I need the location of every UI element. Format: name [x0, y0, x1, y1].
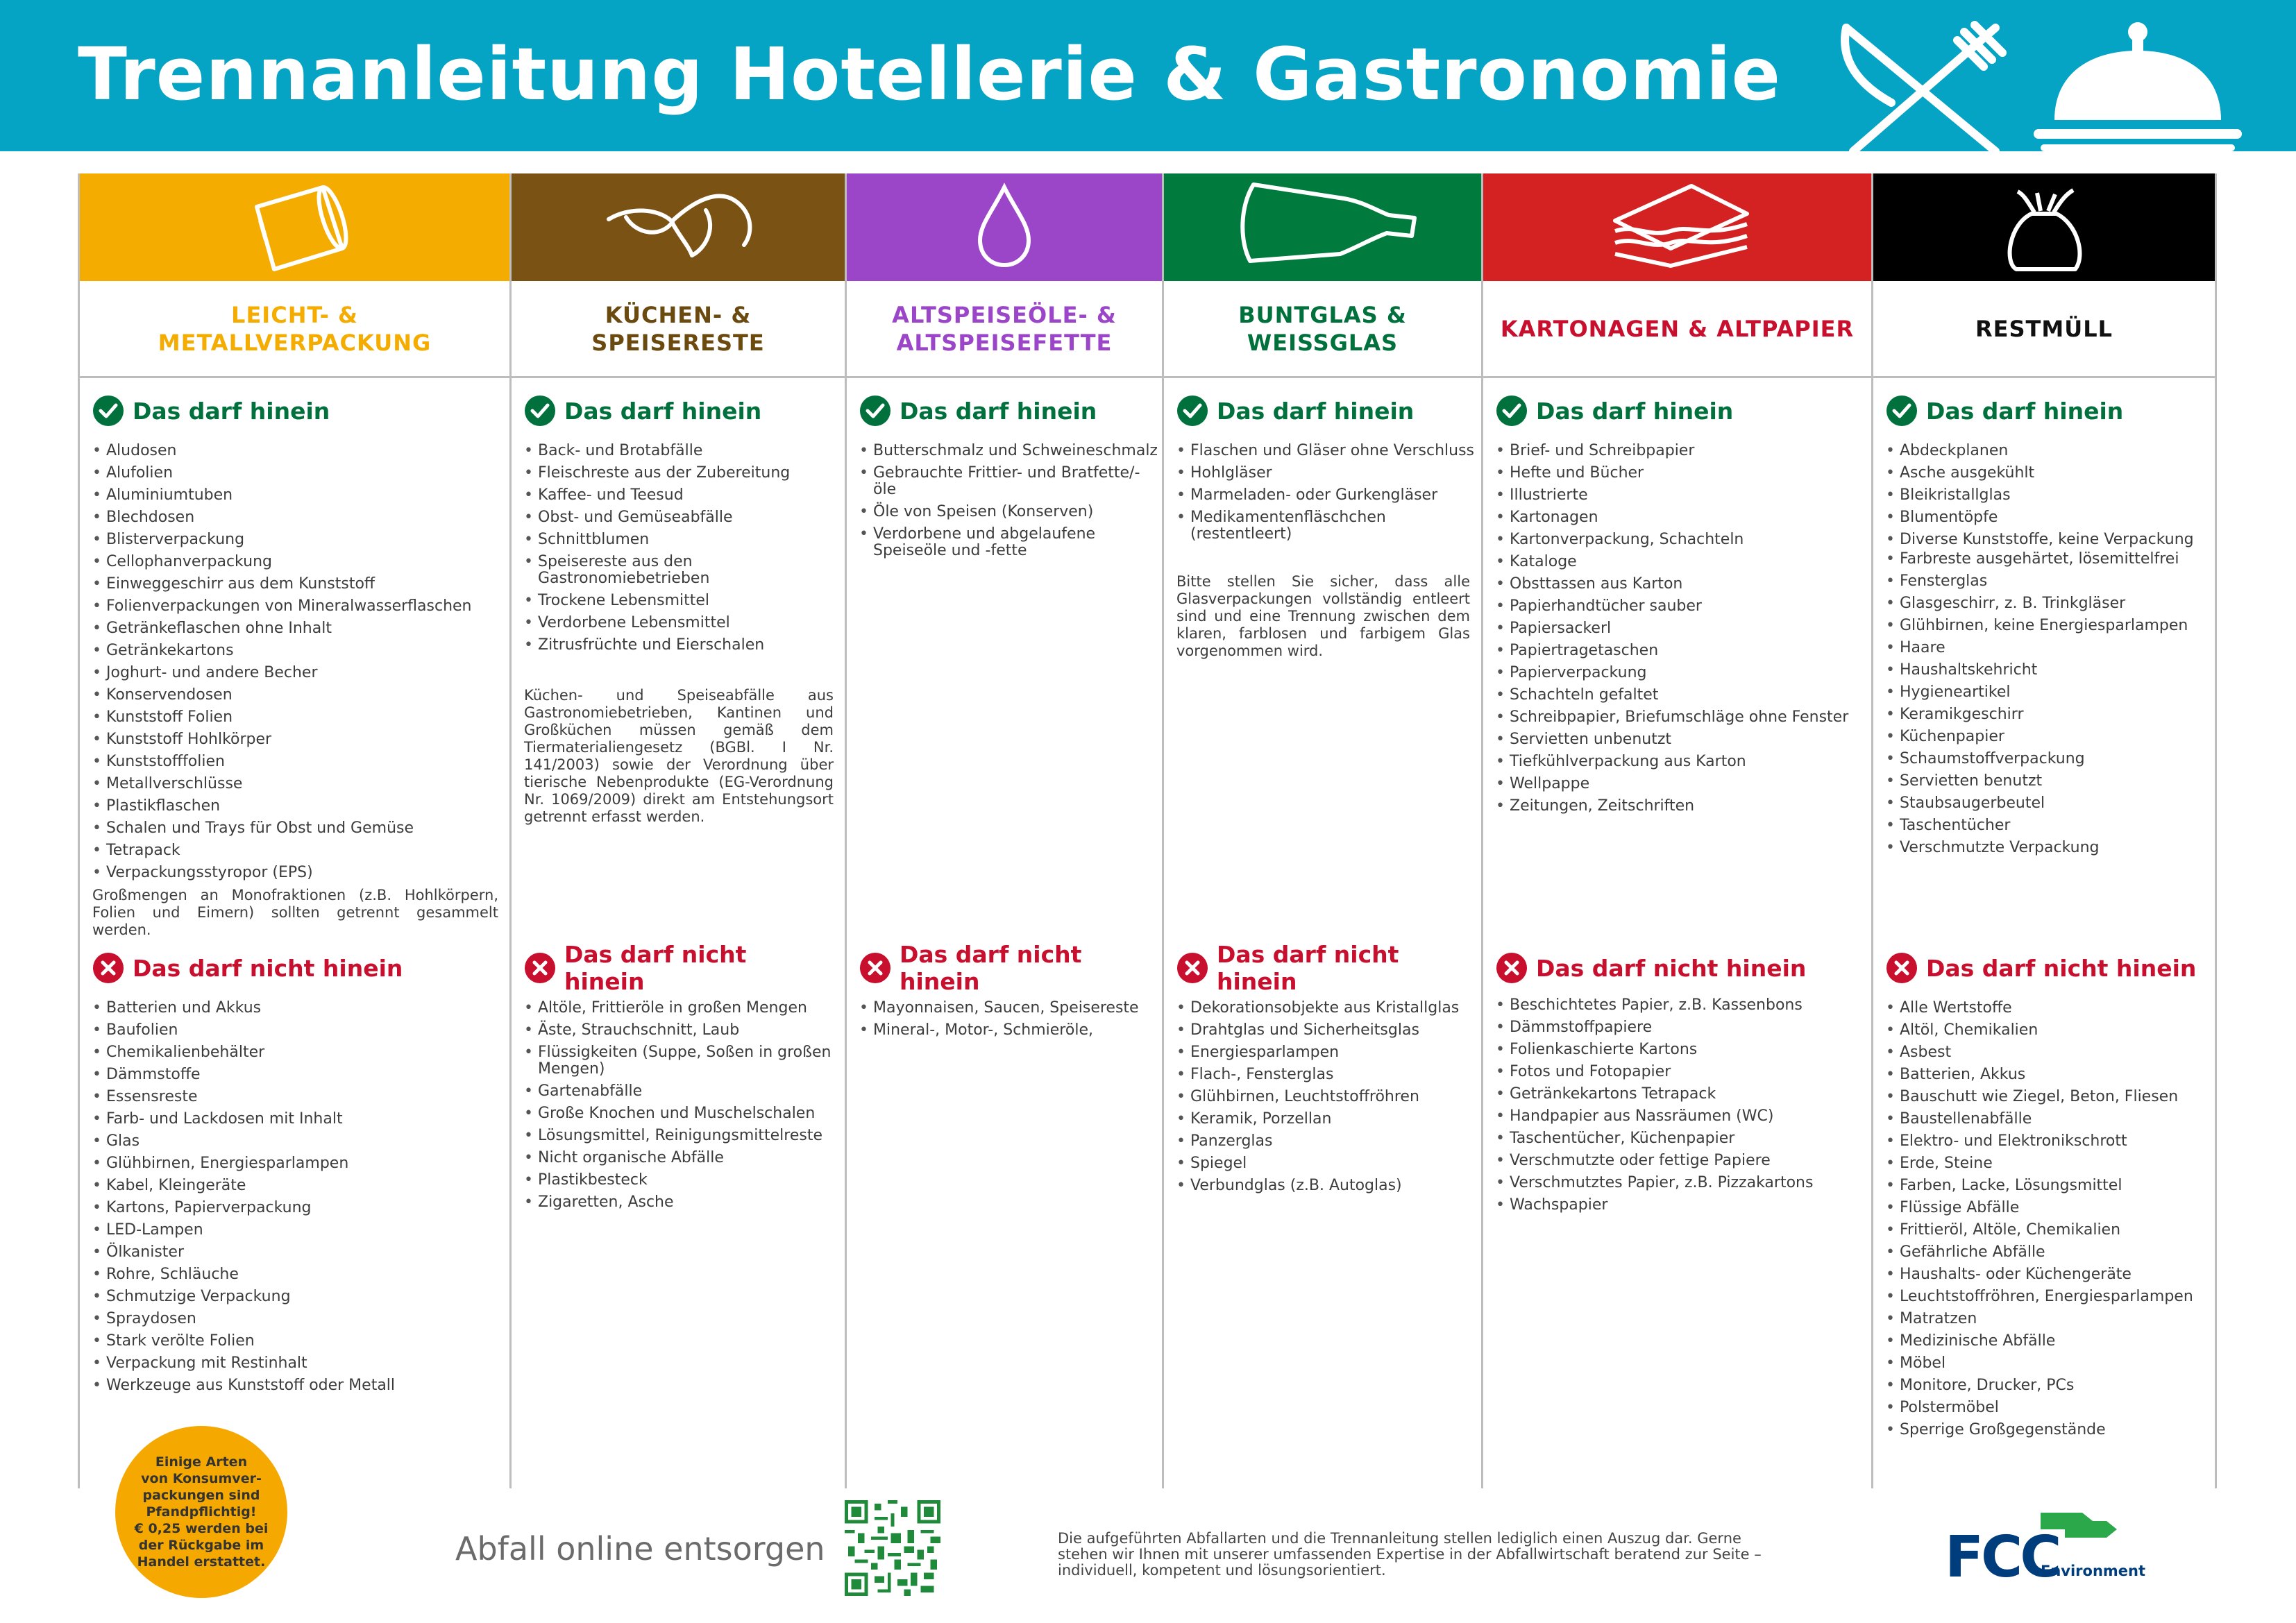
list-item: • Diverse Kunststoffe, keine Verpackung: [1886, 532, 2204, 548]
allowed-heading-text: Das darf hinein: [1217, 397, 1415, 425]
list-item: • Hygieneartikel: [1886, 681, 2204, 704]
allowed-heading: [524, 390, 834, 432]
allowed-heading-text: Das darf hinein: [1926, 397, 2124, 425]
column-leicht: [78, 173, 509, 1488]
list-item: • Verbundglas (z.B. Autoglas): [1176, 1175, 1470, 1197]
allowed-section: [847, 390, 1162, 562]
not-allowed-heading-text: Das darf nicht hinein: [133, 954, 403, 982]
column-title: [1164, 281, 1481, 378]
cross-icon: [859, 952, 891, 984]
list-item: • Farb- und Lackdosen mit Inhalt: [92, 1108, 498, 1130]
list-item: • Dämmstoffe: [92, 1064, 498, 1086]
not-allowed-heading-text: Das darf nicht hinein: [1926, 954, 2197, 982]
list-item: • Trockene Lebensmittel: [524, 590, 834, 612]
not-allowed-heading-text: Das darf nicht hinein: [564, 941, 747, 995]
list-item: • Speisereste aus den Gastronomiebetrieben: [524, 554, 834, 587]
list-item: • Haushaltskehricht: [1886, 659, 2204, 681]
list-item: • Farben, Lacke, Lösungsmittel: [1886, 1175, 2204, 1197]
column-title-text: KÜCHEN- & SPEISERESTE: [591, 301, 765, 356]
list-item: • Back- und Brotabfälle: [524, 440, 834, 462]
not-allowed-heading: [859, 941, 1151, 995]
color-band-glas: [1164, 173, 1481, 281]
list-item: • Schreibpapier, Briefumschläge ohne Fenster: [1496, 709, 1860, 726]
color-band-papier: [1483, 173, 1871, 281]
list-item: • Keramikgeschirr: [1886, 704, 2204, 726]
allowed-heading: [92, 390, 498, 432]
column-title-text: LEICHT- & METALLVERPACKUNG: [158, 301, 432, 356]
list-item: • Glas: [92, 1130, 498, 1153]
deposit-info-badge: [115, 1426, 287, 1598]
list-item: • Bleikristallglas: [1886, 484, 2204, 507]
column-title: [80, 281, 509, 378]
list-item: • Chemikalienbehälter: [92, 1042, 498, 1064]
cross-icon: [1496, 952, 1528, 984]
list-item: • Altöle, Frittieröle in großen Mengen: [524, 997, 834, 1019]
list-item: • Ölkanister: [92, 1241, 498, 1264]
check-icon: [859, 395, 891, 427]
list-item: • Blumentöpfe: [1886, 507, 2204, 529]
list-item: • Keramik, Porzellan: [1176, 1108, 1470, 1130]
not-allowed-section: [1164, 941, 1481, 1197]
cross-icon: [1886, 952, 1918, 984]
column-title: [512, 281, 845, 378]
online-disposal-link[interactable]: Abfall online entsorgen: [455, 1530, 825, 1567]
list-item: • Blisterverpackung: [92, 529, 498, 551]
column-title-text: RESTMÜLL: [1975, 315, 2113, 342]
list-item: • Aluminiumtuben: [92, 484, 498, 507]
logo-subtitle: Environment: [2041, 1563, 2146, 1579]
list-item: • Hohlgläser: [1176, 462, 1470, 484]
allowed-heading: [1176, 390, 1470, 432]
list-item: • Farbreste ausgehärtet, lösemittelfrei: [1886, 551, 2204, 568]
list-item: • Werkzeuge aus Kunststoff oder Metall: [92, 1375, 498, 1397]
can-icon: [219, 179, 371, 276]
list-item: • Gartenabfälle: [524, 1080, 834, 1103]
list-item: • Stark verölte Folien: [92, 1330, 498, 1352]
cross-icon: [1176, 952, 1208, 984]
list-item: • Schalen und Trays für Obst und Gemüse: [92, 820, 498, 837]
column-rest: [1871, 173, 2217, 1488]
list-item: • Elektro- und Elektronikschrott: [1886, 1130, 2204, 1153]
list-item: • Beschichtetes Papier, z.B. Kassenbons: [1496, 997, 1860, 1014]
allowed-list: [859, 440, 1158, 559]
allowed-heading-text: Das darf hinein: [900, 397, 1097, 425]
list-item: • Staubsaugerbeutel: [1886, 792, 2204, 815]
list-item: • Schmutzige Verpackung: [92, 1286, 498, 1308]
cross-icon: [524, 952, 556, 984]
column-papier: [1481, 173, 1871, 1488]
list-item: • Alufolien: [92, 462, 498, 484]
not-allowed-list: [859, 997, 1151, 1042]
list-item: • Asbest: [1886, 1042, 2204, 1064]
list-item: • Illustrierte: [1496, 484, 1860, 507]
list-item: • Blechdosen: [92, 507, 498, 529]
list-item: • Getränkekartons: [92, 640, 498, 662]
color-band-rest: [1873, 173, 2215, 281]
list-item: • Öle von Speisen (Konserven): [859, 501, 1151, 523]
list-item: • Folienkaschierte Kartons: [1496, 1039, 1860, 1061]
list-item: • Folienverpackungen von Mineralwasserflaschen: [92, 598, 498, 615]
list-item: • Verpackungsstyropor (EPS): [92, 862, 498, 884]
column-kueche: [509, 173, 845, 1488]
list-item: • Haare: [1886, 637, 2204, 659]
list-item: • Obst- und Gemüseabfälle: [524, 507, 834, 529]
paper-stack-icon: [1587, 179, 1768, 276]
list-item: • Energiesparlampen: [1176, 1042, 1470, 1064]
list-item: • Nicht organische Abfälle: [524, 1147, 834, 1169]
list-item: • Kabel, Kleingeräte: [92, 1175, 498, 1197]
sorting-table: [78, 173, 2217, 1488]
disclaimer-text: Die aufgeführten Abfallarten und die Trennanleitung stellen lediglich einen Auszug dar. Gerne stehen wir Ihnen mit unserer umfassenden Expertise in der Abfallwirtschaft beratend zur Seite – individuell, kompetent und lösungsorientiert.: [1058, 1530, 1762, 1579]
list-item: • Fleischreste aus der Zubereitung: [524, 462, 834, 484]
list-item: • Essensreste: [92, 1086, 498, 1108]
allowed-section: [1164, 390, 1481, 660]
allowed-list: [1886, 440, 2204, 859]
qr-code-icon[interactable]: [845, 1500, 940, 1596]
color-band-kueche: [512, 173, 845, 281]
trash-bag-icon: [1989, 179, 2100, 276]
allowed-heading-text: Das darf hinein: [133, 397, 330, 425]
list-item: • Monitore, Drucker, PCs: [1886, 1375, 2204, 1397]
not-allowed-section: [1873, 947, 2215, 1441]
column-title: [847, 281, 1162, 378]
list-item: • Mineral-, Motor-, Schmieröle,: [859, 1019, 1151, 1042]
list-item: • Zitrusfrüchte und Eierschalen: [524, 634, 834, 656]
list-item: • Abdeckplanen: [1886, 440, 2204, 462]
not-allowed-heading: [1886, 947, 2204, 989]
color-band-oel: [847, 173, 1162, 281]
list-item: • Getränkekartons Tetrapack: [1496, 1083, 1860, 1105]
list-item: • Zeitungen, Zeitschriften: [1496, 795, 1860, 817]
list-item: • Glühbirnen, Leuchtstoffröhren: [1176, 1086, 1470, 1108]
list-item: • Tetrapack: [92, 840, 498, 862]
list-item: • Verschmutztes Papier, z.B. Pizzakartons: [1496, 1175, 1860, 1191]
allowed-list: [524, 440, 834, 656]
column-glas: [1162, 173, 1481, 1488]
list-item: • Plastikbesteck: [524, 1169, 834, 1191]
list-item: • Gefährliche Abfälle: [1886, 1241, 2204, 1264]
check-icon: [1176, 395, 1208, 427]
not-allowed-list: [1176, 997, 1470, 1197]
list-item: • Spiegel: [1176, 1153, 1470, 1175]
list-item: • Metallverschlüsse: [92, 773, 498, 795]
list-item: • Sperrige Großgegenstände: [1886, 1419, 2204, 1441]
not-allowed-list: [92, 997, 498, 1397]
list-item: • Glühbirnen, Energiesparlampen: [92, 1153, 498, 1175]
allowed-section: [1483, 390, 1871, 817]
list-item: • Gebrauchte Frittier- und Bratfette/-öle: [859, 465, 1151, 498]
allowed-section: [80, 390, 509, 939]
list-item: • Haushalts- oder Küchengeräte: [1886, 1264, 2204, 1286]
page-title: Trennanleitung Hotellerie & Gastronomie: [78, 32, 1782, 117]
list-item: • Drahtglas und Sicherheitsglas: [1176, 1019, 1470, 1042]
list-item: • Glasgeschirr, z. B. Trinkgläser: [1886, 593, 2204, 615]
list-item: • Glühbirnen, keine Energiesparlampen: [1886, 615, 2204, 637]
list-item: • Konservendosen: [92, 684, 498, 706]
list-item: • Butterschmalz und Schweineschmalz: [859, 440, 1151, 462]
list-item: • Batterien und Akkus: [92, 997, 498, 1019]
list-item: • Kartonverpackung, Schachteln: [1496, 529, 1860, 551]
list-item: • Dämmstoffpapiere: [1496, 1017, 1860, 1039]
list-item: • Äste, Strauchschnitt, Laub: [524, 1019, 834, 1042]
list-item: • Medikamentenfläschchen (restentleert): [1176, 509, 1470, 543]
column-title-text: KARTONAGEN & ALTPAPIER: [1500, 315, 1855, 342]
list-item: • Verdorbene und abgelaufene Speiseöle und -fette: [859, 526, 1151, 559]
not-allowed-section: [80, 947, 509, 1397]
list-item: • Baustellenabfälle: [1886, 1108, 2204, 1130]
cloche-icon: [2027, 19, 2249, 158]
list-item: • Flaschen und Gläser ohne Verschluss: [1176, 440, 1470, 462]
column-title-text: ALTSPEISEÖLE- & ALTSPEISEFETTE: [892, 301, 1117, 356]
not-allowed-list: [1886, 997, 2204, 1441]
list-item: • Zigaretten, Asche: [524, 1191, 834, 1214]
list-item: • Verdorbene Lebensmittel: [524, 612, 834, 634]
allowed-list: [1496, 440, 1860, 817]
list-item: • Spraydosen: [92, 1308, 498, 1330]
list-item: • Kunststoff Hohlkörper: [92, 729, 498, 751]
not-allowed-heading-text: Das darf nicht hinein: [1217, 941, 1399, 995]
list-item: • Tiefkühlverpackung aus Karton: [1496, 751, 1860, 773]
list-item: • Kartons, Papierverpackung: [92, 1197, 498, 1219]
list-item: • Kunststofffolien: [92, 751, 498, 773]
allowed-section: [512, 390, 845, 826]
list-item: • Papierhandtücher sauber: [1496, 595, 1860, 618]
list-item: • Flüssigkeiten (Suppe, Soßen in großen Mengen): [524, 1044, 834, 1078]
list-item: • Taschentücher, Küchenpapier: [1496, 1128, 1860, 1150]
allowed-note: Großmengen an Monofraktionen (z.B. Hohlkörpern, Folien und Eimern) sollten getrennt gesammelt werden.: [92, 887, 498, 938]
allowed-section: [1873, 390, 2215, 859]
list-item: • Brief- und Schreibpapier: [1496, 440, 1860, 462]
list-item: • Lösungsmittel, Reinigungsmittelreste: [524, 1125, 834, 1147]
list-item: • Fotos und Fotopapier: [1496, 1061, 1860, 1083]
not-allowed-section: [847, 941, 1162, 1042]
check-icon: [1496, 395, 1528, 427]
list-item: • Frittieröl, Altöle, Chemikalien: [1886, 1219, 2204, 1241]
list-item: • Große Knochen und Muschelschalen: [524, 1103, 834, 1125]
not-allowed-section: [1483, 947, 1871, 1216]
list-item: • Flach-, Fensterglas: [1176, 1064, 1470, 1086]
list-item: • Verpackung mit Restinhalt: [92, 1352, 498, 1375]
list-item: • Kaffee- und Teesud: [524, 484, 834, 507]
not-allowed-section: [512, 941, 845, 1214]
list-item: • Servietten benutzt: [1886, 770, 2204, 792]
list-item: • Getränkeflaschen ohne Inhalt: [92, 618, 498, 640]
color-band-leicht: [80, 173, 509, 281]
list-item: • Papiersackerl: [1496, 618, 1860, 640]
check-icon: [524, 395, 556, 427]
not-allowed-heading: [92, 947, 498, 989]
header-banner: [0, 0, 2296, 151]
allowed-heading-text: Das darf hinein: [564, 397, 762, 425]
column-title: [1483, 281, 1871, 378]
not-allowed-heading: [1496, 947, 1860, 989]
check-icon: [92, 395, 124, 427]
list-item: • Wachspapier: [1496, 1194, 1860, 1216]
list-item: • Schaumstoffverpackung: [1886, 748, 2204, 770]
list-item: • Batterien, Akkus: [1886, 1064, 2204, 1086]
list-item: • Medizinische Abfälle: [1886, 1330, 2204, 1352]
list-item: • Polstermöbel: [1886, 1397, 2204, 1419]
list-item: • Verschmutzte Verpackung: [1886, 837, 2204, 859]
column-title: [1873, 281, 2215, 378]
banana-peel-icon: [595, 179, 761, 276]
check-icon: [1886, 395, 1918, 427]
list-item: • Kunststoff Folien: [92, 706, 498, 729]
oil-drop-icon: [959, 179, 1049, 276]
list-item: • LED-Lampen: [92, 1219, 498, 1241]
list-item: • Möbel: [1886, 1352, 2204, 1375]
list-item: • Kartonagen: [1496, 507, 1860, 529]
list-item: • Hefte und Bücher: [1496, 462, 1860, 484]
list-item: • Cellophanverpackung: [92, 551, 498, 573]
column-oel: [845, 173, 1162, 1488]
not-allowed-heading-text: Das darf nicht hinein: [900, 941, 1082, 995]
cross-icon: [92, 952, 124, 984]
list-item: • Flüssige Abfälle: [1886, 1197, 2204, 1219]
allowed-heading-text: Das darf hinein: [1536, 397, 1734, 425]
list-item: • Taschentücher: [1886, 815, 2204, 837]
list-item: • Erde, Steine: [1886, 1153, 2204, 1175]
allowed-list: [1176, 440, 1475, 543]
list-item: • Kataloge: [1496, 551, 1860, 573]
list-item: • Aludosen: [92, 440, 498, 462]
deposit-info-text: Einige Arten von Konsumver- packungen sind Pfandpflichtig! € 0,25 werden bei der Rückgabe im Handel erstattet.: [134, 1454, 269, 1570]
list-item: • Altöl, Chemikalien: [1886, 1019, 2204, 1042]
column-title-text: BUNTGLAS & WEISSGLAS: [1238, 301, 1407, 356]
cutlery-icon: [1825, 19, 2013, 158]
allowed-list: [92, 440, 498, 884]
svg-text:FCC: FCC: [1945, 1524, 2059, 1582]
list-item: • Servietten unbenutzt: [1496, 729, 1860, 751]
list-item: • Wellpappe: [1496, 773, 1860, 795]
list-item: • Papierverpackung: [1496, 662, 1860, 684]
list-item: • Rohre, Schläuche: [92, 1264, 498, 1286]
list-item: • Küchenpapier: [1886, 726, 2204, 748]
not-allowed-list: [1496, 997, 1860, 1216]
list-item: • Bauschutt wie Ziegel, Beton, Fliesen: [1886, 1086, 2204, 1108]
allowed-note: Bitte stellen Sie sicher, dass alle Glasverpackungen vollständig entleert sind und eine Trennung zwischen dem klaren, farblosen und farbigem Glas vorgenommen wird.: [1176, 573, 1470, 659]
list-item: • Dekorationsobjekte aus Kristallglas: [1176, 997, 1470, 1019]
list-item: • Plastikflaschen: [92, 795, 498, 817]
list-item: • Schachteln gefaltet: [1496, 684, 1860, 706]
list-item: • Mayonnaisen, Saucen, Speisereste: [859, 997, 1151, 1019]
allowed-heading: [859, 390, 1151, 432]
bottle-icon: [1212, 179, 1434, 276]
list-item: • Alle Wertstoffe: [1886, 997, 2204, 1019]
list-item: • Panzerglas: [1176, 1130, 1470, 1153]
list-item: • Marmeladen- oder Gurkengläser: [1176, 484, 1470, 507]
list-item: • Handpapier aus Nassräumen (WC): [1496, 1105, 1860, 1128]
list-item: • Papiertragetaschen: [1496, 640, 1860, 662]
allowed-heading: [1496, 390, 1860, 432]
allowed-note: Küchen- und Speiseabfälle aus Gastronomiebetrieben, Kantinen und Großküchen müssen gemäß dem Tiermaterialiengesetz (BGBl. I Nr. 141/2003) sowie der Verordnung über tierische Nebenprodukte (EG-Verordnung Nr. 1069/2009) direkt am Entstehungsort getrennt erfasst werden.: [524, 687, 834, 825]
allowed-heading: [1886, 390, 2204, 432]
list-item: • Leuchtstoffröhren, Energiesparlampen: [1886, 1286, 2204, 1308]
list-item: • Matratzen: [1886, 1308, 2204, 1330]
not-allowed-heading-text: Das darf nicht hinein: [1536, 954, 1807, 982]
not-allowed-heading: [1176, 941, 1470, 995]
list-item: • Joghurt- und andere Becher: [92, 662, 498, 684]
list-item: • Baufolien: [92, 1019, 498, 1042]
not-allowed-list: [524, 997, 834, 1214]
not-allowed-heading: [524, 941, 834, 995]
list-item: • Asche ausgekühlt: [1886, 462, 2204, 484]
list-item: • Einweggeschirr aus dem Kunststoff: [92, 573, 498, 595]
list-item: • Schnittblumen: [524, 529, 834, 551]
list-item: • Obsttassen aus Karton: [1496, 573, 1860, 595]
list-item: • Fensterglas: [1886, 570, 2204, 593]
list-item: • Verschmutzte oder fettige Papiere: [1496, 1150, 1860, 1172]
